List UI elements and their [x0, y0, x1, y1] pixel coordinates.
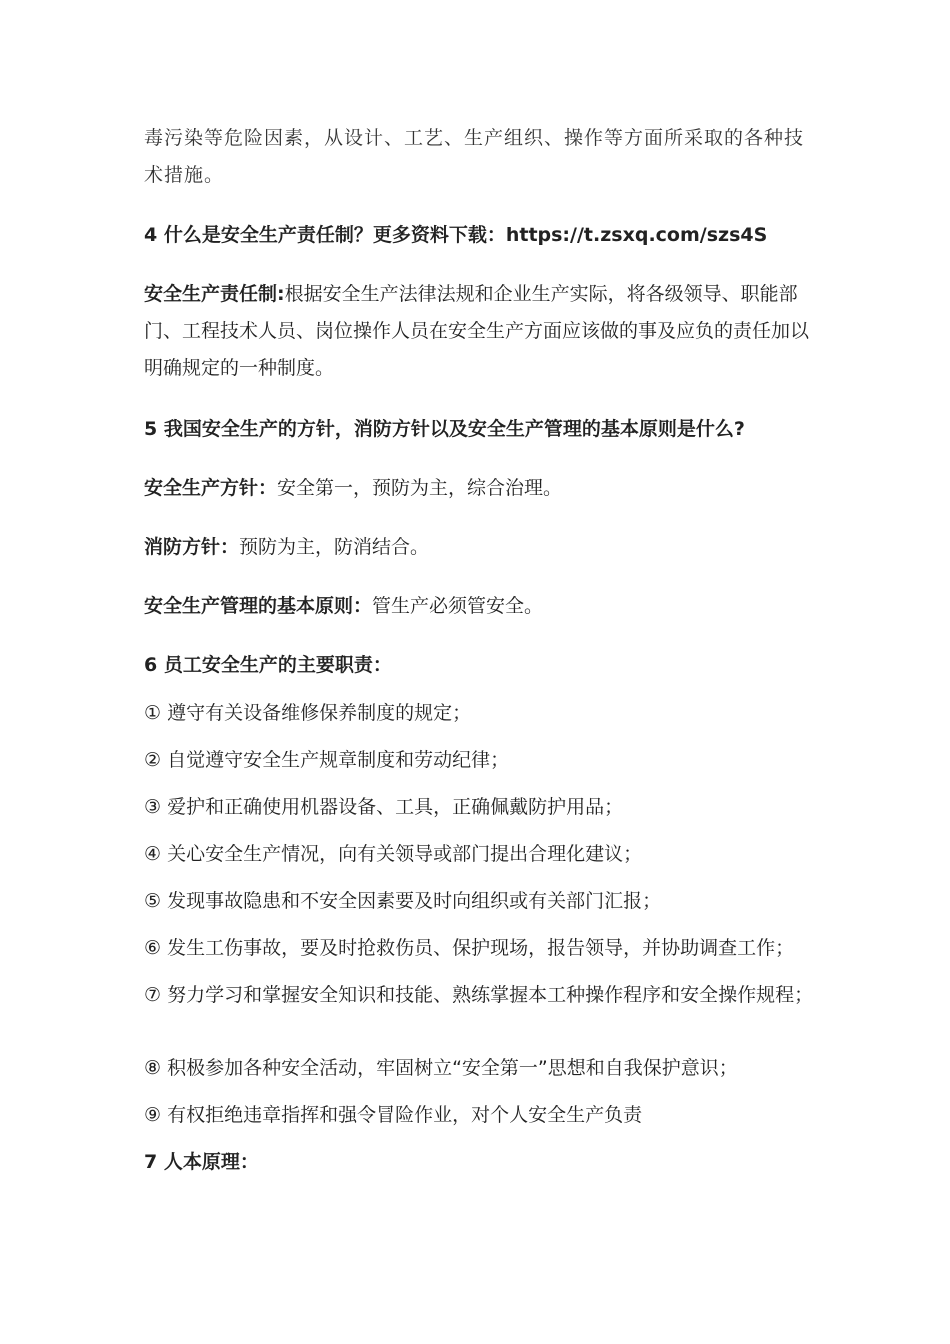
q5-item-management-principle — [144, 592, 814, 620]
duty-item: ⑤ 发现事故隐患和不安全因素要及时向组织或有关部门汇报； — [144, 890, 662, 912]
q4-definition-text: 根据安全生产法律法规和企业生产实际，将各级领导、职能部门、工程技术人员、岗位操作人员在安全生产方面应该做的事及应负的责任加以明确规定的一种制度。 — [144, 283, 810, 379]
intro-line-2: 术措施。 — [144, 164, 225, 186]
duty-item: ⑧ 积极参加各种安全活动，牢固树立“安全第一”思想和自我保护意识； — [144, 1057, 738, 1079]
duty-item: ③ 爱护和正确使用机器设备、工具，正确佩戴防护用品； — [144, 796, 624, 818]
q4-definition — [144, 276, 814, 387]
q5-item-sep: ： — [258, 477, 278, 499]
q5-item-text: 预防为主，防消结合。 — [239, 536, 430, 558]
q5-item-text: 安全第一，预防为主，综合治理。 — [277, 477, 563, 499]
intro-line-1: 毒污染等危险因素，从设计、工艺、生产组织、操作等方面所采取的各种技 — [144, 127, 805, 149]
q5-item-term: 安全生产方针 — [144, 477, 259, 499]
q5-item-text: 管生产必须管安全。 — [372, 595, 544, 617]
q5-item-safety-policy — [144, 474, 814, 502]
q6-heading: 6 员工安全生产的主要职责： — [144, 654, 392, 676]
q4-heading: 4 什么是安全生产责任制？更多资料下载：https://t.zsxq.com/szs4S — [144, 224, 768, 246]
duty-item: ⑦ 努力学习和掌握安全知识和技能、熟练掌握本工种操作程序和安全操作规程； — [144, 984, 814, 1006]
duty-item: ② 自觉遵守安全生产规章制度和劳动纪律； — [144, 749, 510, 771]
duty-item: ④ 关心安全生产情况，向有关领导或部门提出合理化建议； — [144, 843, 643, 865]
duty-item: ① 遵守有关设备维修保养制度的规定； — [144, 702, 472, 724]
q4-term: 安全生产责任制: — [144, 283, 285, 305]
q5-heading: 5 我国安全生产的方针，消防方针以及安全生产管理的基本原则是什么? — [144, 418, 745, 440]
q5-item-term: 消防方针 — [144, 536, 221, 558]
q7-heading: 7 人本原理： — [144, 1151, 259, 1173]
q5-item-term: 安全生产管理的基本原则 — [144, 595, 354, 617]
q5-item-fire-policy — [144, 533, 814, 561]
q5-item-sep: ： — [220, 536, 240, 558]
duty-item: ⑨ 有权拒绝违章指挥和强令冒险作业，对个人安全生产负责 — [144, 1104, 643, 1126]
duty-item: ⑥ 发生工伤事故，要及时抢救伤员、保护现场，报告领导，并协助调查工作； — [144, 937, 795, 959]
q5-item-sep: ： — [353, 595, 373, 617]
